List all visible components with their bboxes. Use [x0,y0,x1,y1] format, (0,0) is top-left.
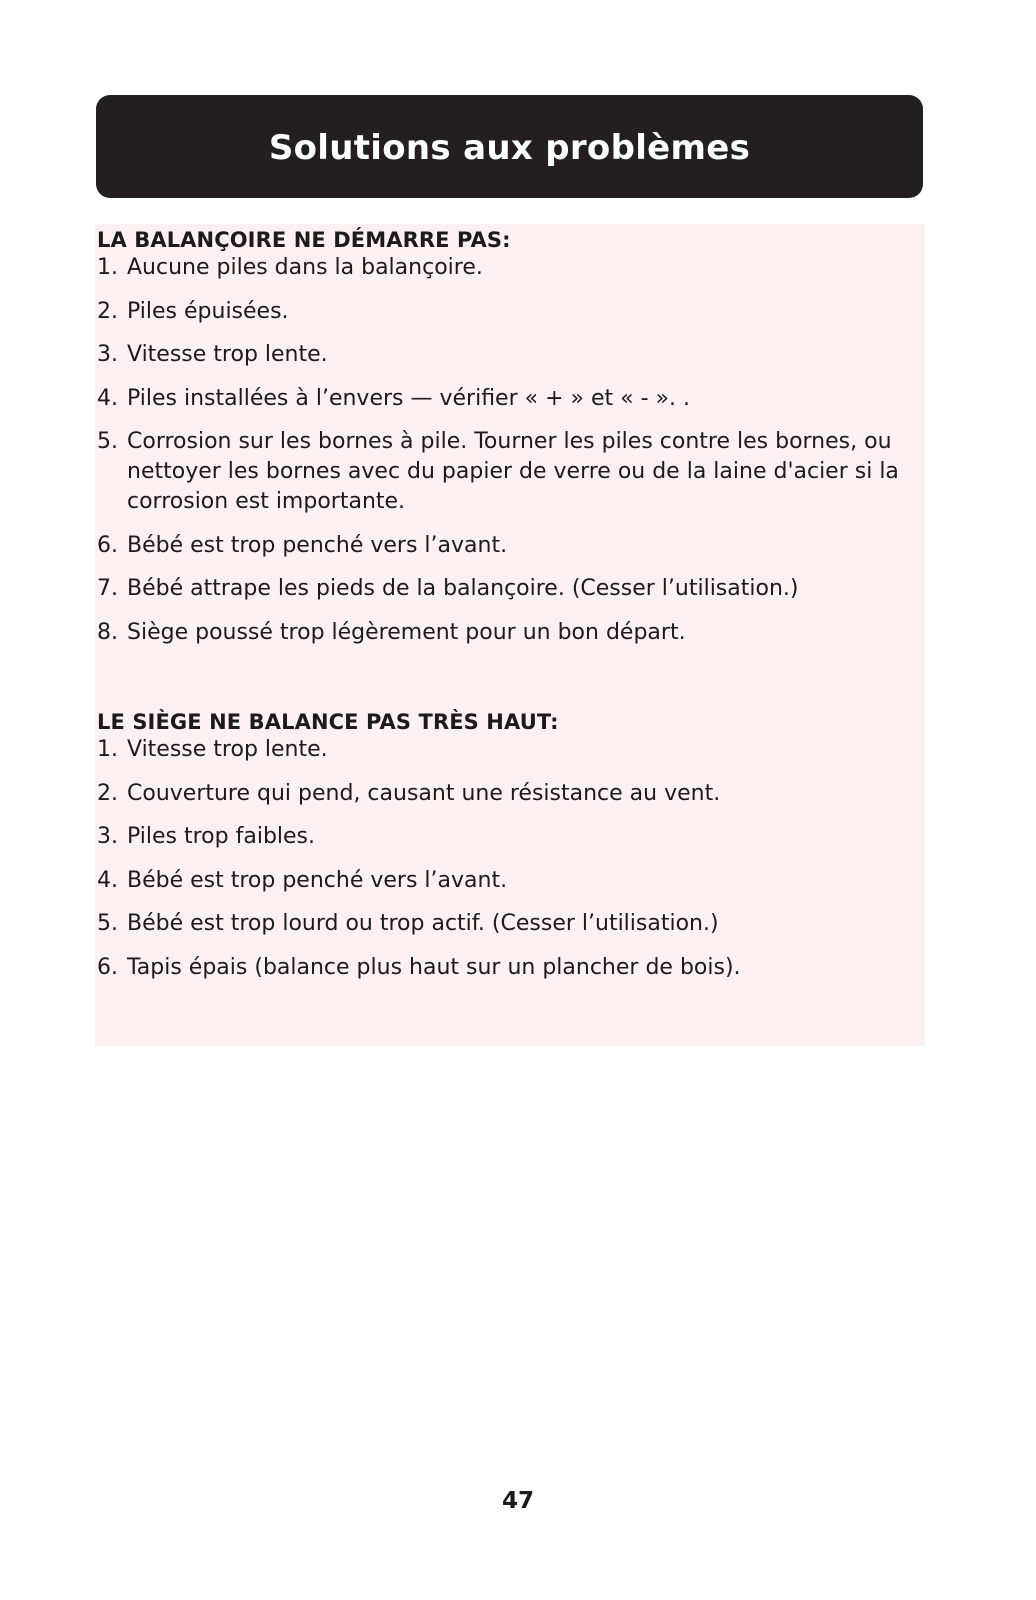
item-text: Vitesse trop lente. [127,342,328,367]
list-item [97,822,919,852]
item-text: Bébé est trop penché vers l’avant. [127,532,508,558]
item-number: 2. [97,780,118,806]
item-number: 1. [97,255,118,280]
list-item [97,574,919,604]
item-number: 6. [97,954,118,980]
item-text: Vitesse trop lente. [127,737,328,762]
item-number: 8. [97,619,118,645]
item-number: 7. [97,576,118,601]
list-item [97,618,919,648]
item-text: Piles trop faibles. [127,824,316,849]
item-text: Piles installées à l’envers — vérifier « + » et « - ». . [127,385,690,411]
list-item [97,297,919,327]
problem-list [97,735,919,983]
section-heading: LA BALANÇOIRE NE DÉMARRE PAS: [97,228,511,252]
item-number: 4. [97,385,118,411]
list-item [97,531,919,561]
problem-list [97,253,919,648]
item-text: Bébé attrape les pieds de la balançoire. (Cesser l’utilisation.) [127,576,799,601]
list-item [97,779,919,809]
item-number: 6. [97,532,118,558]
list-item [97,384,919,414]
content-panel [95,224,925,1046]
page-number: 47 [501,1488,534,1514]
item-number: 2. [97,298,118,324]
list-item [97,953,919,983]
section-heading: LE SIÈGE NE BALANCE PAS TRÈS HAUT: [97,710,559,734]
section-seat-not-swinging-high [97,709,919,996]
item-number: 4. [97,867,118,893]
page-title: Solutions aux problèmes [268,127,751,168]
item-number: 5. [97,911,118,936]
list-item [97,735,919,765]
section-swing-not-starting [97,227,919,661]
item-number: 5. [97,429,118,454]
item-text: Aucune piles dans la balançoire. [127,255,483,280]
item-number: 3. [97,342,118,367]
list-item [97,253,919,283]
title-banner [96,95,923,198]
list-item [97,340,919,370]
item-number: 1. [97,737,118,762]
item-text: Siège poussé trop légèrement pour un bon départ. [127,619,686,645]
list-item [97,427,919,517]
item-text: Bébé est trop lourd ou trop actif. (Cesser l’utilisation.) [127,911,719,936]
list-item [97,909,919,939]
item-text: Bébé est trop penché vers l’avant. [127,867,508,893]
item-text: Couverture qui pend, causant une résistance au vent. [127,780,721,806]
item-text: Tapis épais (balance plus haut sur un plancher de bois). [127,954,741,980]
item-text: Corrosion sur les bornes à pile. Tourner les piles contre les bornes, ou nettoyer les bornes avec du papier de verre ou de la laine d'acier si la corrosion est importante. [127,429,899,514]
list-item [97,866,919,896]
item-text: Piles épuisées. [127,298,289,324]
item-number: 3. [97,824,118,849]
